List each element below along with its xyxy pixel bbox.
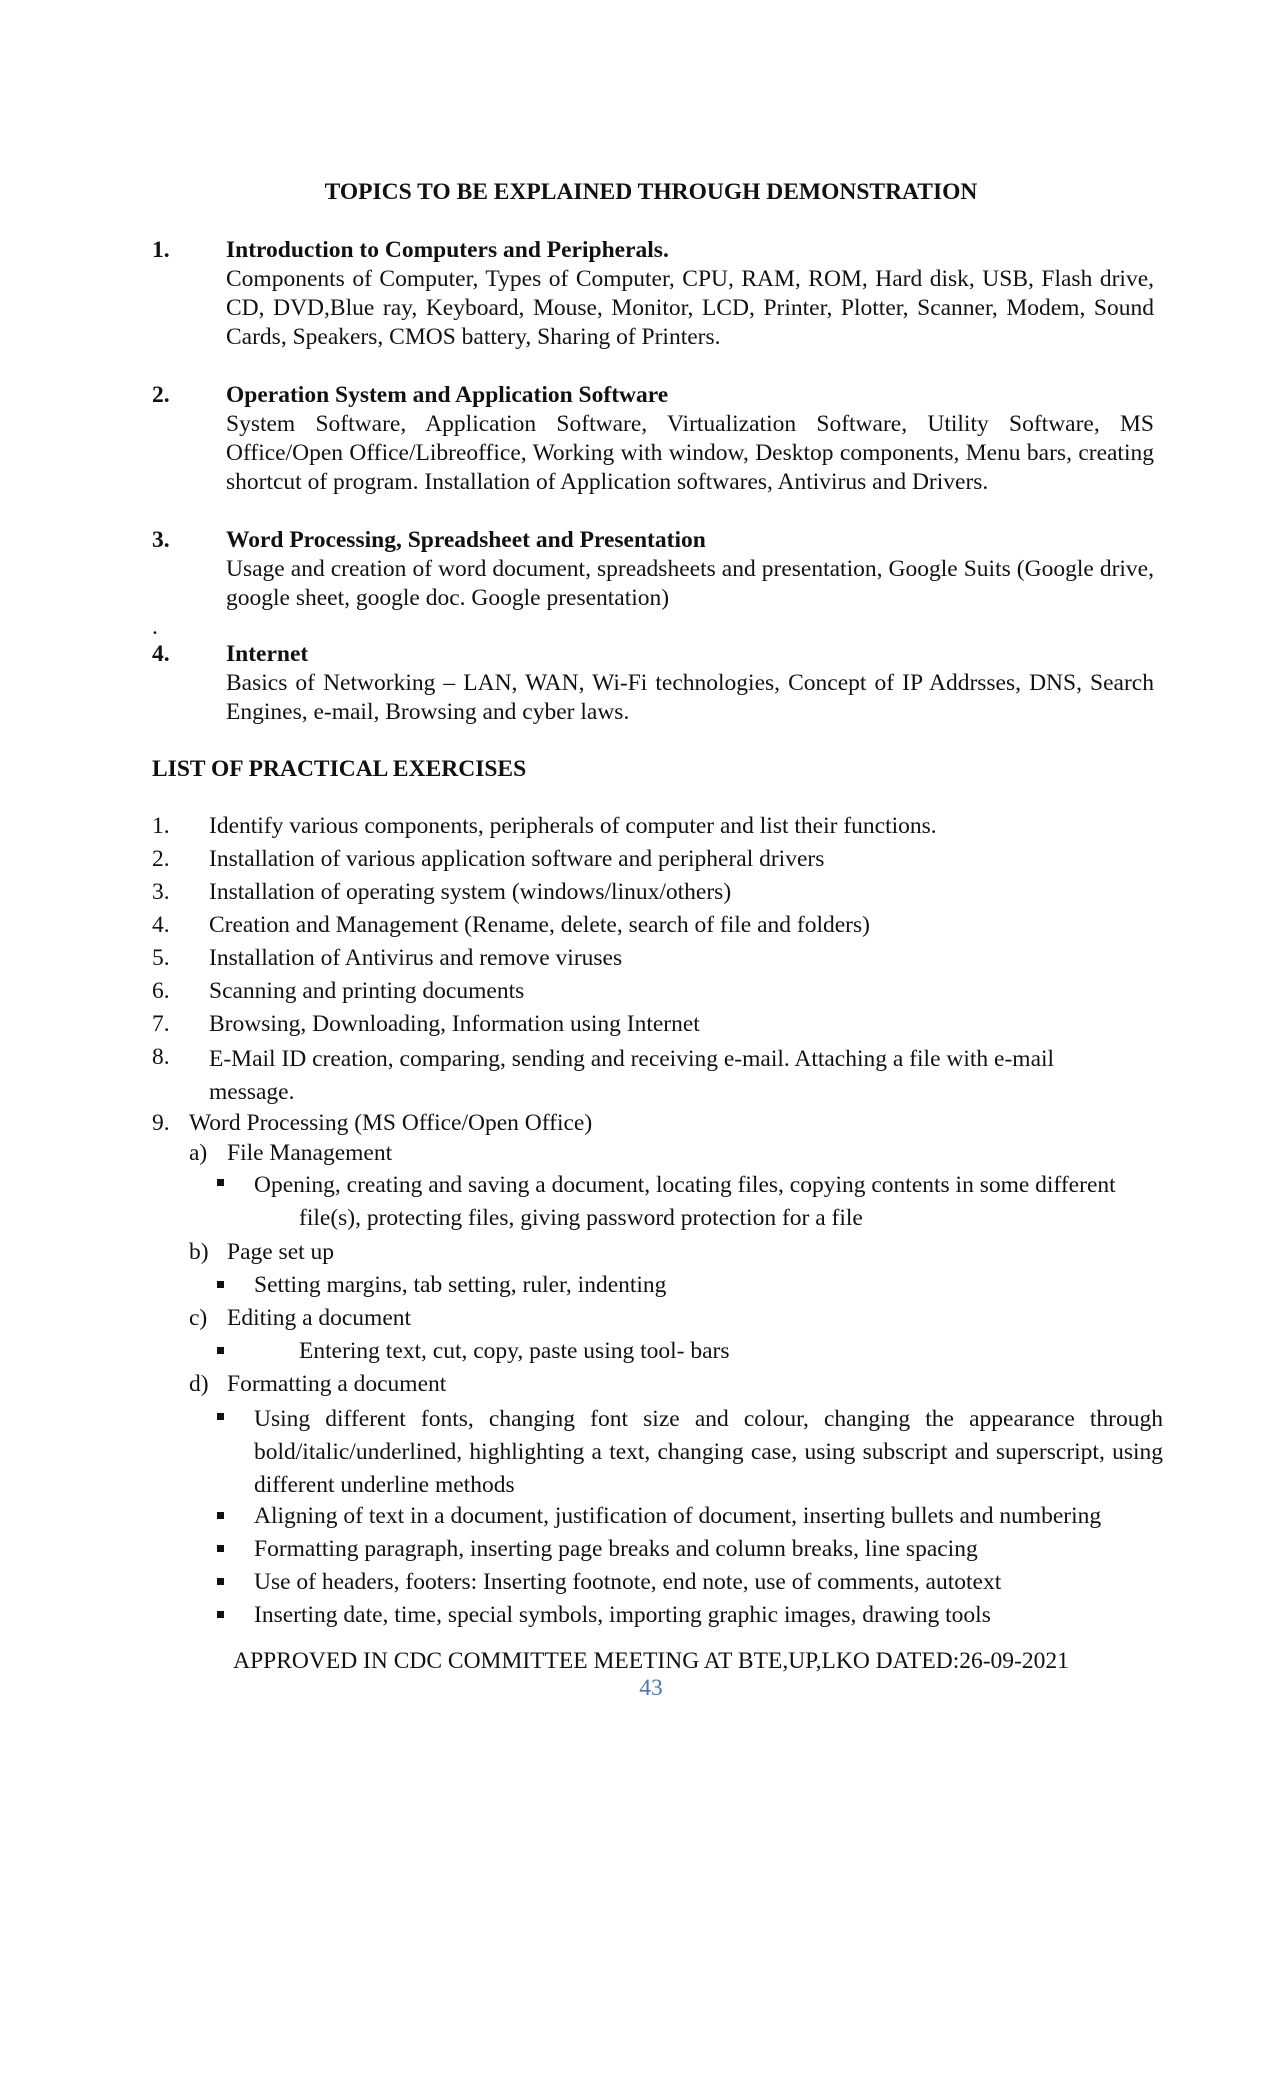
subsection-label: Editing a document	[227, 1305, 412, 1331]
topic-heading: Internet	[226, 641, 309, 667]
bullet-text: Formatting paragraph, inserting page breaks and column breaks, line spacing	[254, 1536, 978, 1562]
exercise-item	[152, 1109, 1154, 1138]
bullet-text-line: Opening, creating and saving a document, locating files, copying contents in some different	[254, 1172, 1116, 1198]
exercise-number: 4.	[152, 912, 170, 938]
bullet-text: Setting margins, tab setting, ruler, indenting	[254, 1272, 667, 1298]
exercise-number: 5.	[152, 945, 170, 971]
bullet-item	[217, 1568, 1163, 1597]
square-bullet-icon	[217, 1281, 224, 1288]
topic-number: 3.	[152, 527, 170, 553]
bullet-text: Aligning of text in a document, justification of document, inserting bullets and numbering	[254, 1503, 1102, 1529]
subsection-letter: d)	[189, 1371, 209, 1397]
bullet-item	[217, 1601, 1163, 1630]
topic-heading: Operation System and Application Software	[226, 382, 669, 408]
bullet-item	[217, 1337, 1163, 1366]
square-bullet-icon	[217, 1611, 224, 1618]
exercise-item	[152, 944, 1154, 973]
subsection-letter: b)	[189, 1239, 209, 1265]
exercise-text: Scanning and printing documents	[209, 978, 525, 1004]
exercise-item	[152, 845, 1154, 874]
square-bullet-icon	[217, 1578, 224, 1585]
exercise-text: Installation of operating system (windows/linux/others)	[209, 879, 732, 905]
square-bullet-icon	[217, 1347, 224, 1354]
bullet-item	[217, 1271, 1163, 1300]
subsection-letter: a)	[189, 1140, 208, 1166]
bullet-text: Inserting date, time, special symbols, importing graphic images, drawing tools	[254, 1602, 991, 1628]
exercise-number: 2.	[152, 846, 170, 872]
exercise-text: Word Processing (MS Office/Open Office)	[189, 1110, 593, 1136]
exercise-text: E-Mail ID creation, comparing, sending and receiving e-mail. Attaching a file with e-mail message.	[209, 1046, 1055, 1105]
bullet-item	[217, 1403, 1163, 1502]
exercise-item	[152, 977, 1154, 1006]
exercise-number: 8.	[152, 1044, 170, 1070]
exercise-text: Creation and Management (Rename, delete, search of file and folders)	[209, 912, 870, 938]
approval-footer: APPROVED IN CDC COMMITTEE MEETING AT BTE,UP,LKO DATED:26-09-2021	[233, 1648, 1069, 1674]
exercise-number: 1.	[152, 813, 170, 839]
subsection-label: File Management	[227, 1140, 393, 1166]
exercise-text: Installation of various application software and peripheral drivers	[209, 846, 825, 872]
subsection-letter: c)	[189, 1305, 208, 1331]
exercise-number: 9.	[152, 1110, 170, 1136]
topic-text: Components of Computer, Types of Computer, CPU, RAM, ROM, Hard disk, USB, Flash drive, CD, DVD,Blue ray, Keyboard, Mouse, Monitor, LCD, Printer, Plotter, Scanner, Modem, Sound Cards, Speakers, CMOS battery, Sharing of Printers.	[226, 266, 1154, 350]
topic-item	[152, 236, 1154, 352]
subsection-item	[189, 1304, 411, 1333]
bullet-text: Entering text, cut, copy, paste using tool- bars	[299, 1338, 730, 1364]
square-bullet-icon	[217, 1545, 224, 1552]
exercise-number: 3.	[152, 879, 170, 905]
page-number: 43	[639, 1675, 663, 1701]
exercise-text: Identify various components, peripherals of computer and list their functions.	[209, 813, 937, 839]
topic-item	[152, 640, 1154, 727]
topic-number: 4.	[152, 641, 170, 667]
exercise-text: Installation of Antivirus and remove viruses	[209, 945, 623, 971]
subsection-item	[189, 1139, 392, 1168]
square-bullet-icon	[217, 1413, 224, 1420]
subsection-label: Page set up	[227, 1239, 335, 1265]
topic-heading: Introduction to Computers and Peripherals.	[226, 237, 669, 263]
bullet-item	[217, 1169, 1163, 1235]
bullet-text-line: file(s), protecting files, giving password protection for a file	[299, 1205, 863, 1231]
subsection-item	[189, 1370, 446, 1399]
exercise-item	[152, 1043, 1132, 1109]
subsection-label: Formatting a document	[227, 1371, 447, 1397]
exercise-item	[152, 911, 1154, 940]
exercise-item	[152, 878, 1154, 907]
bullet-text: Using different fonts, changing font size and colour, changing the appearance through bold/italic/underlined, highlighting a text, changing case, using subscript and superscript, using different underline methods	[254, 1406, 1163, 1498]
exercise-text: Browsing, Downloading, Information using Internet	[209, 1011, 700, 1037]
topic-text: System Software, Application Software, Virtualization Software, Utility Software, MS Office/Open Office/Libreoffice, Working with window, Desktop components, Menu bars, creating shortcut of program. Installation of Application softwares, Antivirus and Drivers.	[226, 411, 1154, 495]
section-title: LIST OF PRACTICAL EXERCISES	[152, 756, 527, 782]
subsection-item	[189, 1238, 334, 1267]
page-title: TOPICS TO BE EXPLAINED THROUGH DEMONSTRATION	[324, 179, 978, 205]
topic-item	[152, 381, 1154, 497]
bullet-text: Use of headers, footers: Inserting footnote, end note, use of comments, autotext	[254, 1569, 1002, 1595]
topic-number: 2.	[152, 382, 170, 408]
bullet-item	[217, 1502, 1163, 1531]
topic-text: Basics of Networking – LAN, WAN, Wi-Fi technologies, Concept of IP Addrsses, DNS, Search Engines, e-mail, Browsing and cyber laws.	[226, 670, 1154, 725]
topic-number: 1.	[152, 237, 170, 263]
stray-dot: .	[152, 614, 158, 640]
bullet-item	[217, 1535, 1163, 1564]
topic-text: Usage and creation of word document, spreadsheets and presentation, Google Suits (Google drive, google sheet, google doc. Google presentation)	[226, 556, 1154, 611]
exercise-item	[152, 812, 1154, 841]
topic-heading: Word Processing, Spreadsheet and Presentation	[226, 527, 706, 553]
square-bullet-icon	[217, 1179, 224, 1186]
square-bullet-icon	[217, 1512, 224, 1519]
exercise-item	[152, 1010, 1154, 1039]
exercise-number: 6.	[152, 978, 170, 1004]
exercise-number: 7.	[152, 1011, 170, 1037]
topic-item	[152, 526, 1154, 613]
